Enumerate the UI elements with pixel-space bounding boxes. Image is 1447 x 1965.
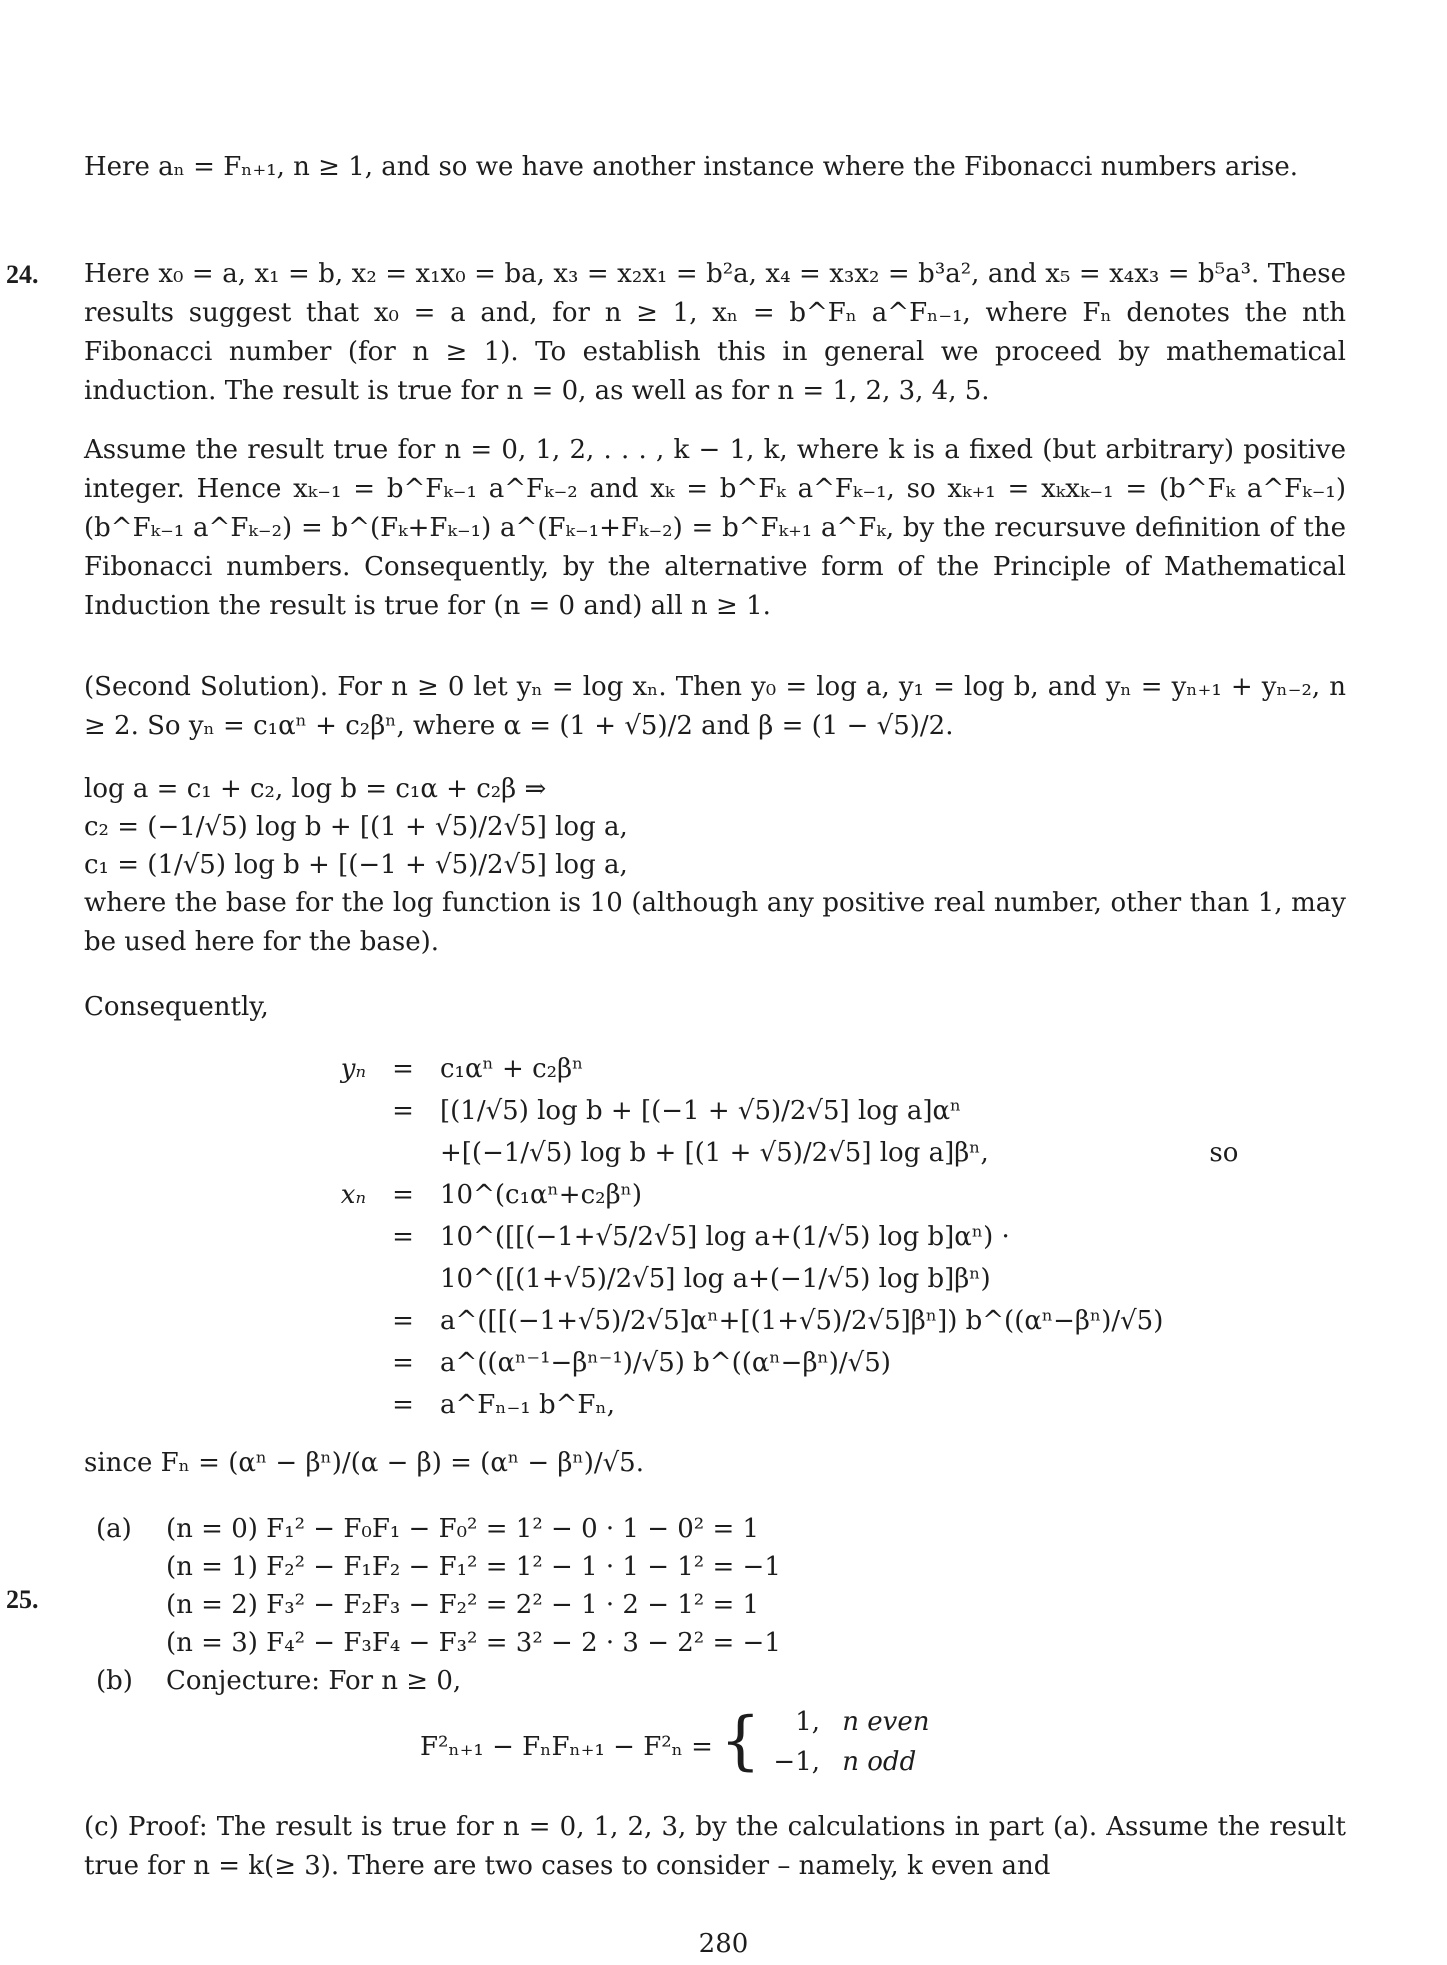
- derivation-lhs: [300, 1132, 372, 1174]
- log-equation-line: log a = c₁ + c₂, log b = c₁α + c₂β ⇒: [84, 774, 547, 804]
- log-base-note: where the base for the log function is 10 (although any positive real number, other than 1, may be used here for the base).: [84, 888, 1346, 957]
- derivation-row: [300, 1342, 1244, 1384]
- derivation-tail: [1169, 1174, 1244, 1216]
- log-equation-line: c₁ = (1/√5) log b + [(−1 + √5)/2√5] log a,: [84, 850, 628, 880]
- derivation-row: [300, 1174, 1244, 1216]
- derivation-relation: =: [392, 1347, 414, 1378]
- derivation-relation: =: [392, 1389, 414, 1420]
- part-c-proof: (c) Proof: The result is true for n = 0, 1, 2, 3, by the calculations in part (a). Assume the result true for n = k(≥ 3). There are two cases to consider – namely, k even and: [84, 1812, 1346, 1881]
- derivation-tail: [1169, 1342, 1244, 1384]
- part-b-label: (b): [96, 1666, 133, 1696]
- derivation-row: [300, 1132, 1244, 1174]
- derivation-tail: [1169, 1090, 1244, 1132]
- derivation-tail: [1169, 1258, 1244, 1300]
- derivation-lhs: yₙ: [340, 1053, 366, 1084]
- derivation-rhs: 10^(c₁αⁿ+c₂βⁿ): [440, 1179, 642, 1210]
- derivation-lhs: xₙ: [340, 1179, 366, 1210]
- derivation-lhs: [300, 1216, 372, 1258]
- derivation-row: [300, 1048, 1244, 1090]
- part-a-case: (n = 2) F₃² − F₂F₃ − F₂² = 2² − 1 · 2 − 1² = 1: [166, 1590, 760, 1620]
- derivation-relation: [372, 1132, 434, 1174]
- derivation-relation: =: [392, 1095, 414, 1126]
- derivation-rhs: a^([[(−1+√5)/2√5]αⁿ+[(1+√5)/2√5]βⁿ]) b^((αⁿ−βⁿ)/√5): [440, 1305, 1164, 1336]
- derivation-tail: [1169, 1048, 1244, 1090]
- derivation-lhs: [300, 1342, 372, 1384]
- derivation-rhs: a^Fₙ₋₁ b^Fₙ,: [440, 1389, 615, 1420]
- part-a-case: (n = 3) F₄² − F₃F₄ − F₃² = 3² − 2 · 3 − 2² = −1: [166, 1628, 781, 1658]
- derivation-relation: [372, 1258, 434, 1300]
- part-a-case: (n = 0) F₁² − F₀F₁ − F₀² = 1² − 0 · 1 − 0² = 1: [166, 1514, 760, 1544]
- derivation-lhs: [300, 1384, 372, 1426]
- intro-paragraph: Here aₙ = Fₙ₊₁, n ≥ 1, and so we have another instance where the Fibonacci numbers arise.: [84, 152, 1299, 182]
- problem-24-paragraph-1: Here x₀ = a, x₁ = b, x₂ = x₁x₀ = ba, x₃ = x₂x₁ = b²a, x₄ = x₃x₂ = b³a², and x₅ = x₄x₃ = b⁵a³. These results suggest that x₀ = a and, for n ≥ 1, xₙ = b^Fₙ a^Fₙ₋₁, where Fₙ denotes the nth Fibonacci number (for n ≥ 1). To establish this in general we proceed by mathematical induction. The result is true for n = 0, as well as for n = 1, 2, 3, 4, 5.: [84, 259, 1346, 406]
- since-line: since Fₙ = (αⁿ − βⁿ)/(α − β) = (αⁿ − βⁿ)/√5.: [84, 1448, 644, 1478]
- left-brace: {: [720, 1704, 761, 1778]
- derivation-rhs: 10^([(1+√5)/2√5] log a+(−1/√5) log b]βⁿ): [440, 1263, 991, 1294]
- problem-24-paragraph-2: Assume the result true for n = 0, 1, 2, . . . , k − 1, k, where k is a fixed (but arbitrary) positive integer. Hence xₖ₋₁ = b^Fₖ₋₁ a^Fₖ₋₂ and xₖ = b^Fₖ a^Fₖ₋₁, so xₖ₊₁ = xₖxₖ₋₁ = (b^Fₖ a^Fₖ₋₁)(b^Fₖ₋₁ a^Fₖ₋₂) = b^(Fₖ+Fₖ₋₁) a^(Fₖ₋₁+Fₖ₋₂) = b^Fₖ₊₁ a^Fₖ, by the recursuve definition of the Fibonacci numbers. Consequently, by the alternative form of the Principle of Mathematical Induction the result is true for (n = 0 and) all n ≥ 1.: [84, 435, 1346, 621]
- part-a-label: (a): [96, 1514, 132, 1544]
- derivation-relation: =: [392, 1179, 414, 1210]
- case-condition: n odd: [842, 1747, 917, 1777]
- derivation-row: [300, 1300, 1244, 1342]
- log-equation-line: c₂ = (−1/√5) log b + [(1 + √5)/2√5] log a,: [84, 812, 628, 842]
- conjecture-lhs: F²ₙ₊₁ − FₙFₙ₊₁ − F²ₙ =: [420, 1732, 713, 1762]
- derivation-relation: =: [392, 1305, 414, 1336]
- part-b-conjecture: Conjecture: For n ≥ 0,: [166, 1666, 462, 1696]
- derivation-relation: =: [392, 1053, 414, 1084]
- derivation-row: [300, 1384, 1244, 1426]
- derivation-lhs: [300, 1090, 372, 1132]
- log-equations: [84, 770, 1346, 884]
- problem-25-number: 25.: [6, 1585, 39, 1614]
- second-solution-paragraph: (Second Solution). For n ≥ 0 let yₙ = log xₙ. Then y₀ = log a, y₁ = log b, and yₙ = yₙ₊₁ + yₙ₋₂, n ≥ 2. So yₙ = c₁αⁿ + c₂βⁿ, where α = (1 + √5)/2 and β = (1 − √5)/2.: [84, 672, 1346, 741]
- derivation-tail: [1169, 1216, 1244, 1258]
- derivation-tail: so: [1209, 1137, 1239, 1168]
- part-a: [96, 1510, 781, 1700]
- derivation-row: [300, 1258, 1244, 1300]
- derivation-rhs: [(1/√5) log b + [(−1 + √5)/2√5] log a]αⁿ: [440, 1095, 962, 1126]
- case-condition: n even: [842, 1707, 930, 1737]
- page-number: 280: [698, 1929, 749, 1959]
- case-value: −1,: [773, 1747, 820, 1777]
- derivation-tail: [1169, 1384, 1244, 1426]
- derivation-rhs: 10^([[(−1+√5/2√5] log a+(1/√5) log b]αⁿ) ·: [440, 1221, 1010, 1252]
- derivation-rhs: c₁αⁿ + c₂βⁿ: [440, 1053, 584, 1084]
- derivation-rhs: +[(−1/√5) log b + [(1 + √5)/2√5] log a]βⁿ,: [440, 1137, 989, 1168]
- consequently-label: Consequently,: [84, 992, 269, 1022]
- derivation-table: [300, 1048, 1244, 1426]
- derivation-relation: =: [392, 1221, 414, 1252]
- derivation-lhs: [300, 1258, 372, 1300]
- problem-24-number: 24.: [6, 260, 39, 289]
- derivation-lhs: [300, 1300, 372, 1342]
- derivation-row: [300, 1090, 1244, 1132]
- part-a-case: (n = 1) F₂² − F₁F₂ − F₁² = 1² − 1 · 1 − 1² = −1: [166, 1552, 781, 1582]
- derivation-tail: [1169, 1300, 1244, 1342]
- derivation-rhs: a^((αⁿ⁻¹−βⁿ⁻¹)/√5) b^((αⁿ−βⁿ)/√5): [440, 1347, 891, 1378]
- derivation-row: [300, 1216, 1244, 1258]
- case-value: 1,: [795, 1707, 820, 1737]
